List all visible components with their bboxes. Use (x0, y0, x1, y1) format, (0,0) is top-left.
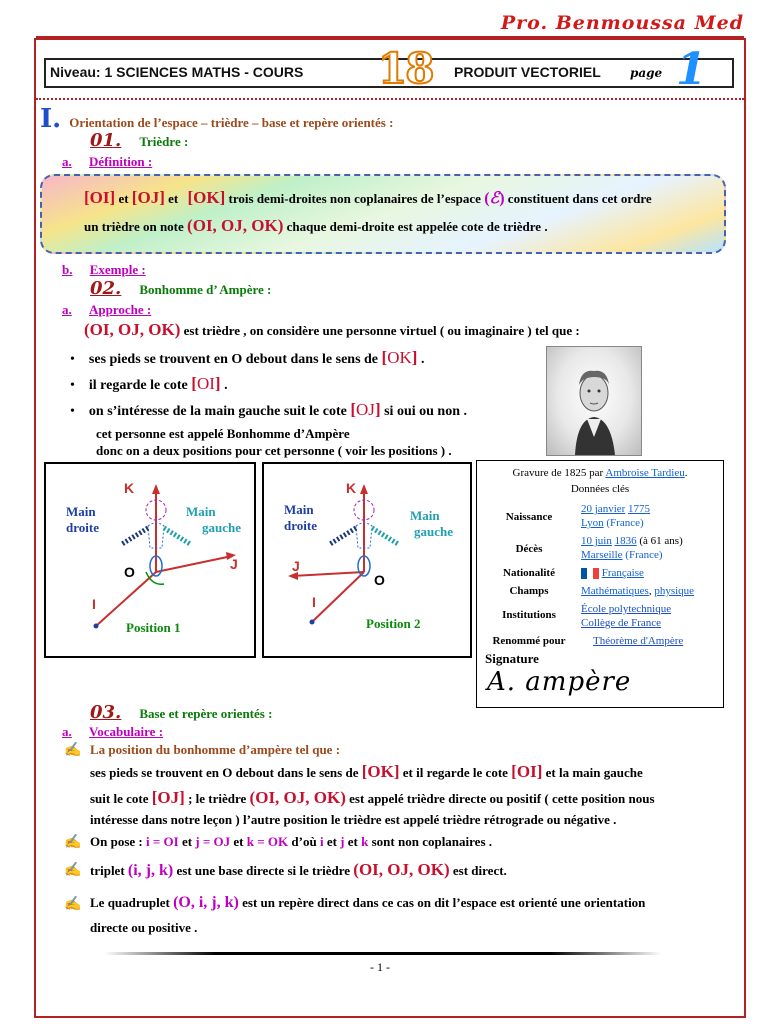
left-hand-label: Main gauche (186, 504, 241, 535)
birth-country-link[interactable]: (France) (606, 517, 644, 529)
college-de-france-link[interactable]: Collège de France (581, 617, 662, 629)
position-2-label: Position 2 (366, 616, 421, 631)
vector-i-def: i = OI (145, 834, 179, 849)
definition-line-1: [OI] et [OJ] et [OK] trois demi-droites non coplanaires de l’espace (ℰ) constituent dans cet ordre (84, 188, 652, 207)
p-text: ses pieds se trouvent en O debout dans le sens de (90, 765, 359, 780)
p-text: et la main gauche (545, 765, 643, 780)
right-hand-label: Main droite (284, 502, 317, 533)
p-text: suit le cote (90, 791, 149, 806)
p-text: et il regarde le cote (402, 765, 508, 780)
p-text: ; le trièdre (188, 791, 247, 806)
right-hand-label: Main droite (66, 504, 99, 535)
vector-k-def: k = OK (246, 834, 289, 849)
theorem-link[interactable]: Théorème d'Ampère (593, 635, 684, 647)
infobox-row-naissance (477, 503, 723, 535)
conj: et (233, 834, 244, 849)
bullet-1: • ses pieds se trouvent en O debout dans le sens de [OK] . (70, 348, 425, 367)
signature-image: A. ampère (487, 667, 632, 697)
ampere-portrait-image (546, 346, 642, 456)
dotted-separator (36, 98, 744, 100)
bracket-ok: [OK] (187, 188, 226, 207)
page-number-badge: 1 (676, 44, 707, 95)
caption-text: Gravure de 1825 par (512, 467, 604, 479)
infobox-row-nationalite (477, 567, 723, 585)
axis-k-label: K (346, 480, 357, 496)
quadruplet-notation: O, i, j, k (178, 894, 234, 911)
axis-k-label: K (124, 480, 135, 496)
p-text: est appelé trièdre directe ou positif ( cette position nous (349, 791, 655, 806)
subsection-number: 03. (90, 702, 122, 723)
axis-j-label: J (230, 556, 238, 572)
pencil-icon: ✍ (64, 743, 82, 758)
ampere-line: cet personne est appelé Bonhomme d’Ampère (96, 426, 350, 441)
oj-label: OJ (356, 400, 375, 419)
triedre-notation: OI, OJ, OK (192, 216, 278, 235)
birth-date-link[interactable]: 20 janvier (581, 503, 626, 515)
bullet-text: si oui ou non . (384, 404, 467, 419)
oj-label: OJ (137, 188, 160, 207)
conj: et (326, 834, 337, 849)
item-title: Définition : (89, 154, 153, 169)
p-text: On pose : (90, 834, 143, 849)
field-math-link[interactable]: Mathématiques (581, 585, 649, 597)
space-symbol: ℰ (489, 190, 500, 207)
ampere-infobox (476, 460, 724, 708)
lesson-number: 18 (378, 44, 433, 93)
subsection-01 (90, 130, 188, 151)
paragraph-4-line-2: directe ou positive . (90, 920, 198, 935)
vector-j: j (340, 834, 345, 849)
french-flag-icon (581, 568, 599, 579)
subsection-03 (90, 702, 272, 723)
champs-label: Champs (509, 585, 549, 597)
bullet-2: • il regarde le cote [OI] . (70, 374, 228, 393)
subsection-title: Bonhomme d’ Ampère : (139, 282, 272, 297)
definition-line-2: un trièdre on note (OI, OJ, OK) chaque demi-droite est appelée cote de trièdre . (84, 216, 548, 235)
paragraph-2 (90, 834, 492, 850)
left-hand-label: Main gauche (410, 508, 453, 539)
triedre-notation: OI, OJ, OK (89, 320, 175, 339)
death-age: (à 61 ans) (639, 535, 683, 547)
signature-label: Signature (485, 651, 539, 666)
triedre-notation: OI, OJ, OK (255, 788, 341, 807)
item-letter: b. (62, 262, 73, 277)
p-text: sont non coplanaires . (371, 834, 493, 849)
origin-o-label: O (374, 572, 385, 588)
birth-year-link[interactable]: 1775 (628, 503, 651, 515)
section-title: Orientation de l’espace – trièdre – base et repère orientés : (69, 115, 394, 130)
death-country-link[interactable]: (France) (625, 549, 663, 561)
intro-text: est trièdre , on considère une personne virtuel ( ou imaginaire ) tel que : (183, 323, 580, 338)
lesson-subject: PRODUIT VECTORIEL (454, 64, 601, 80)
bullet-text: on s’intéresse de la main gauche suit le cote (88, 404, 347, 419)
period: . (224, 378, 228, 393)
position-1-label: Position 1 (126, 620, 181, 635)
infobox-subtitle: Données clés (570, 483, 630, 495)
footer-page-number: - 1 - (370, 960, 390, 974)
definition-box (40, 174, 726, 254)
infobox-row-institutions (477, 603, 723, 635)
bullet-3: • on s’intéresse de la main gauche suit le cote [OJ] si oui ou non . (70, 400, 467, 419)
tardieu-link[interactable]: Ambroise Tardieu (605, 467, 685, 479)
subsection-title: Trièdre : (139, 134, 189, 149)
approach-intro: (OI, OJ, OK) est trièdre , on considère une personne virtuel ( ou imaginaire ) tel que : (84, 320, 580, 339)
vector-j-def: j = OJ (195, 834, 231, 849)
subsection-02 (90, 278, 271, 299)
axis-i-label: I (92, 596, 96, 612)
p-text: d’où (291, 834, 317, 849)
paragraph-4-line-1: Le quadruplet (O, i, j, k) est un repère direct dans ce cas on dit l’espace est orienté une orientation (90, 894, 646, 911)
page-word: page (630, 66, 663, 80)
period: . (684, 467, 688, 479)
vector-k: k (361, 834, 369, 849)
subsection-number: 01. (90, 130, 122, 151)
def-text: chaque demi-droite est appelée cote de trièdre (286, 219, 542, 234)
conj: et (347, 834, 358, 849)
item-letter: a. (62, 302, 72, 317)
definition-label (62, 154, 152, 170)
bracket-oj: [OJ] (131, 188, 165, 207)
conj: et (118, 191, 129, 206)
oi-label: OI (89, 188, 110, 207)
item-title: Vocabulaire : (89, 724, 164, 739)
death-year-link[interactable]: 1836 (614, 535, 637, 547)
paragraph-1-title: La position du bonhomme d’ampère tel que : (90, 742, 341, 757)
deces-label: Décès (515, 543, 543, 555)
ok-label: OK (367, 762, 394, 781)
item-title: Approche : (89, 302, 152, 317)
p-text: est un repère direct dans ce cas on dit l’espace est orienté une orientation (242, 895, 646, 910)
nationality-link[interactable]: Française (601, 567, 644, 579)
item-letter: a. (62, 724, 72, 739)
subsection-title: Base et repère orientés : (139, 706, 273, 721)
infobox-row-deces (477, 535, 723, 567)
def-text: constituent dans cet ordre (507, 191, 652, 206)
approach-label (62, 302, 151, 318)
period: . (544, 219, 548, 234)
conj: et (181, 834, 193, 849)
nationalite-label: Nationalité (503, 567, 555, 579)
bullet-text: ses pieds se trouvent en O debout dans le sens de (88, 352, 379, 367)
vector-i: i (319, 834, 324, 849)
vocabulary-label (62, 724, 163, 740)
footer-rule (104, 952, 662, 955)
diagram-position-2 (262, 462, 472, 658)
death-city-link[interactable]: Marseille (581, 549, 623, 561)
axis-j-label: J (292, 558, 300, 574)
p-text: est direct. (452, 863, 507, 878)
p-text: Le quadruplet (90, 895, 170, 910)
def-text: un trièdre on note (84, 219, 184, 234)
item-letter: a. (62, 154, 72, 169)
origin-o-label: O (124, 564, 135, 580)
item-title: Exemple : (89, 262, 146, 277)
paragraph-1-line-2: suit le cote [OJ] ; le trièdre (OI, OJ, OK) est appelé trièdre directe ou positif ( cette position nous (90, 788, 655, 807)
author-name: Pro. Benmoussa Med (500, 12, 744, 34)
def-text: trois demi-droites non coplanaires de l’espace (228, 191, 481, 206)
birth-city-link[interactable]: Lyon (581, 517, 604, 529)
ok-label: OK (193, 188, 220, 207)
period: . (420, 352, 425, 367)
field-physics-link[interactable]: physique (654, 585, 695, 597)
bracket-oi: [OI] (84, 188, 116, 207)
course-level: Niveau: 1 SCIENCES MATHS - COURS (50, 64, 304, 80)
positions-line: donc on a deux positions pour cet personne ( voir les positions ) . (96, 443, 452, 458)
ok-label: OK (387, 348, 412, 367)
oi-label: OI (196, 374, 215, 393)
pencil-icon: ✍ (64, 863, 82, 878)
triedre-notation: OI, OJ, OK (358, 860, 444, 879)
bullet-text: il regarde le cote (88, 378, 188, 393)
p-text: triplet (90, 863, 125, 878)
paragraph-3: triplet (i, j, k) est une base directe si le trièdre (OI, OJ, OK) est direct. (90, 860, 507, 879)
subsection-number: 02. (90, 278, 122, 299)
oi-label: OI (516, 762, 537, 781)
paragraph-1-line-1: ses pieds se trouvent en O debout dans le sens de [OK] et il regarde le cote [OI] et la main gauche (90, 762, 643, 781)
p-text: est une base directe si le trièdre (176, 863, 351, 878)
death-date-link[interactable]: 10 juin (581, 535, 612, 547)
triplet-notation: i, j, k (133, 862, 168, 879)
section-roman: I. (40, 104, 62, 134)
oj-label: OJ (157, 788, 180, 807)
polytechnique-link[interactable]: École polytechnique (581, 603, 672, 615)
infobox-caption (477, 467, 723, 479)
example-label (62, 262, 146, 278)
diagram-position-1 (44, 462, 256, 658)
portrait-drawing (547, 347, 641, 455)
paragraph-1-line-3: intéresse dans notre leçon ) l’autre position le trièdre est appelé trièdre rétrograde ou négative . (90, 812, 617, 827)
naissance-label: Naissance (505, 511, 553, 523)
pencil-icon: ✍ (64, 835, 82, 850)
conj: et (168, 191, 179, 206)
renomme-label: Renommé pour (492, 635, 566, 647)
axis-i-label: I (312, 594, 316, 610)
institutions-label: Institutions (502, 609, 556, 621)
infobox-row-champs: Champs Mathématiques, physique (477, 585, 723, 603)
pencil-icon: ✍ (64, 897, 82, 912)
